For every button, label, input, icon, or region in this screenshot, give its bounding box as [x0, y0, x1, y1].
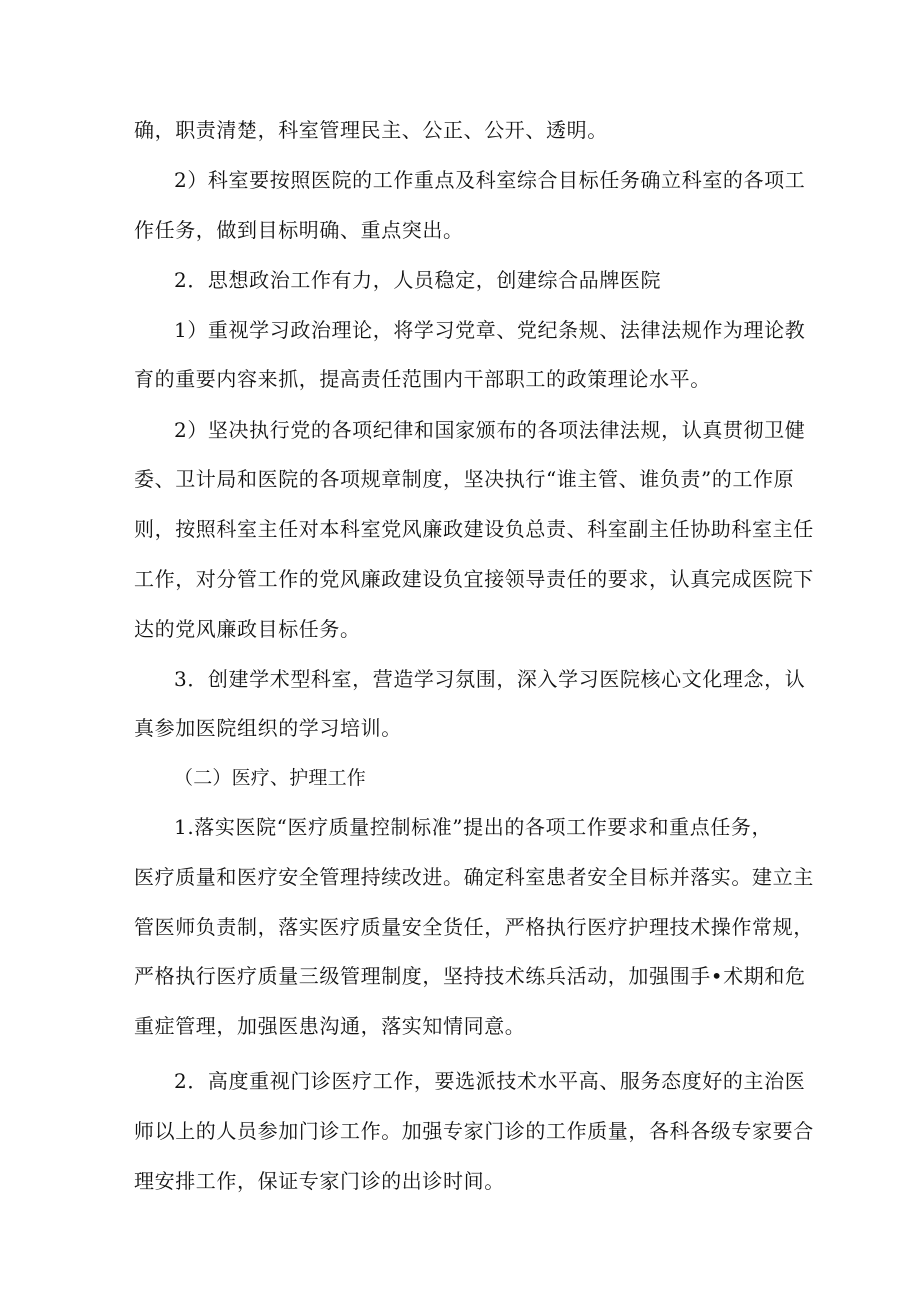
text-line: 真参加医院组织的学习培训。: [134, 716, 402, 740]
text-line: 委、卫计局和医院的各项规章制度，坚决执行“谁主管、谁负责”的工作原: [134, 467, 795, 491]
text-line: 1.落实医院“医疗质量控制标准”提出的各项工作要求和重点任务，: [174, 815, 773, 839]
text-line: 达的党风廉政目标任务。: [134, 617, 361, 641]
text-line: 理安排工作，保证专家门诊的出诊时间。: [134, 1169, 505, 1193]
text-line: 作任务，做到目标明确、重点突出。: [134, 218, 464, 242]
text-line: 则，按照科室主任对本科室党风廉政建设负总责、科室副主任协助科室主任: [134, 517, 814, 541]
text-line: 2）坚决执行党的各项纪律和国家颁布的各项法律法规，认真贯彻卫健: [174, 418, 806, 442]
section-heading: （二）医疗、护理工作: [174, 767, 367, 789]
text-line: 管医师负责制，落实医疗质量安全货任，严格执行医疗护理技术操作常规，: [134, 915, 814, 939]
text-line: 育的重要内容来抓，提高责任范围内干部职工的政策理论水平。: [134, 367, 711, 391]
text-line: 3．创建学术型科室，营造学习氛围，深入学习医院核心文化理念，认: [174, 667, 806, 691]
text-line: 师以上的人员参加门诊工作。加强专家门诊的工作质量，各科各级专家要合: [134, 1119, 814, 1143]
text-line: 严格执行医疗质量三级管理制度，坚持技术练兵活动，加强围手•术期和危: [134, 964, 806, 988]
text-line: 确，职责清楚，科室管理民主、公正、公开、透明。: [134, 118, 608, 142]
text-line: 重症管理，加强医患沟通，落实知情同意。: [134, 1014, 526, 1038]
text-line: 医疗质量和医疗安全管理持续改进。确定科室患者安全目标并落实。建立主: [134, 865, 814, 889]
text-line: 工作，对分管工作的党风廉政建设负宜接领导责任的要求，认真完成医院下: [134, 567, 814, 591]
text-line: 2．高度重视门诊医疗工作，要选派技术水平高、服务态度好的主治医: [174, 1069, 806, 1093]
text-line: 1）重视学习政治理论，将学习党章、党纪条规、法律法规作为理论教: [174, 318, 806, 342]
text-line: 2）科室要按照医院的工作重点及科室综合目标任务确立科室的各项工: [174, 168, 806, 192]
text-line: 2．思想政治工作有力，人员稳定，创建综合品牌医院: [174, 268, 662, 292]
